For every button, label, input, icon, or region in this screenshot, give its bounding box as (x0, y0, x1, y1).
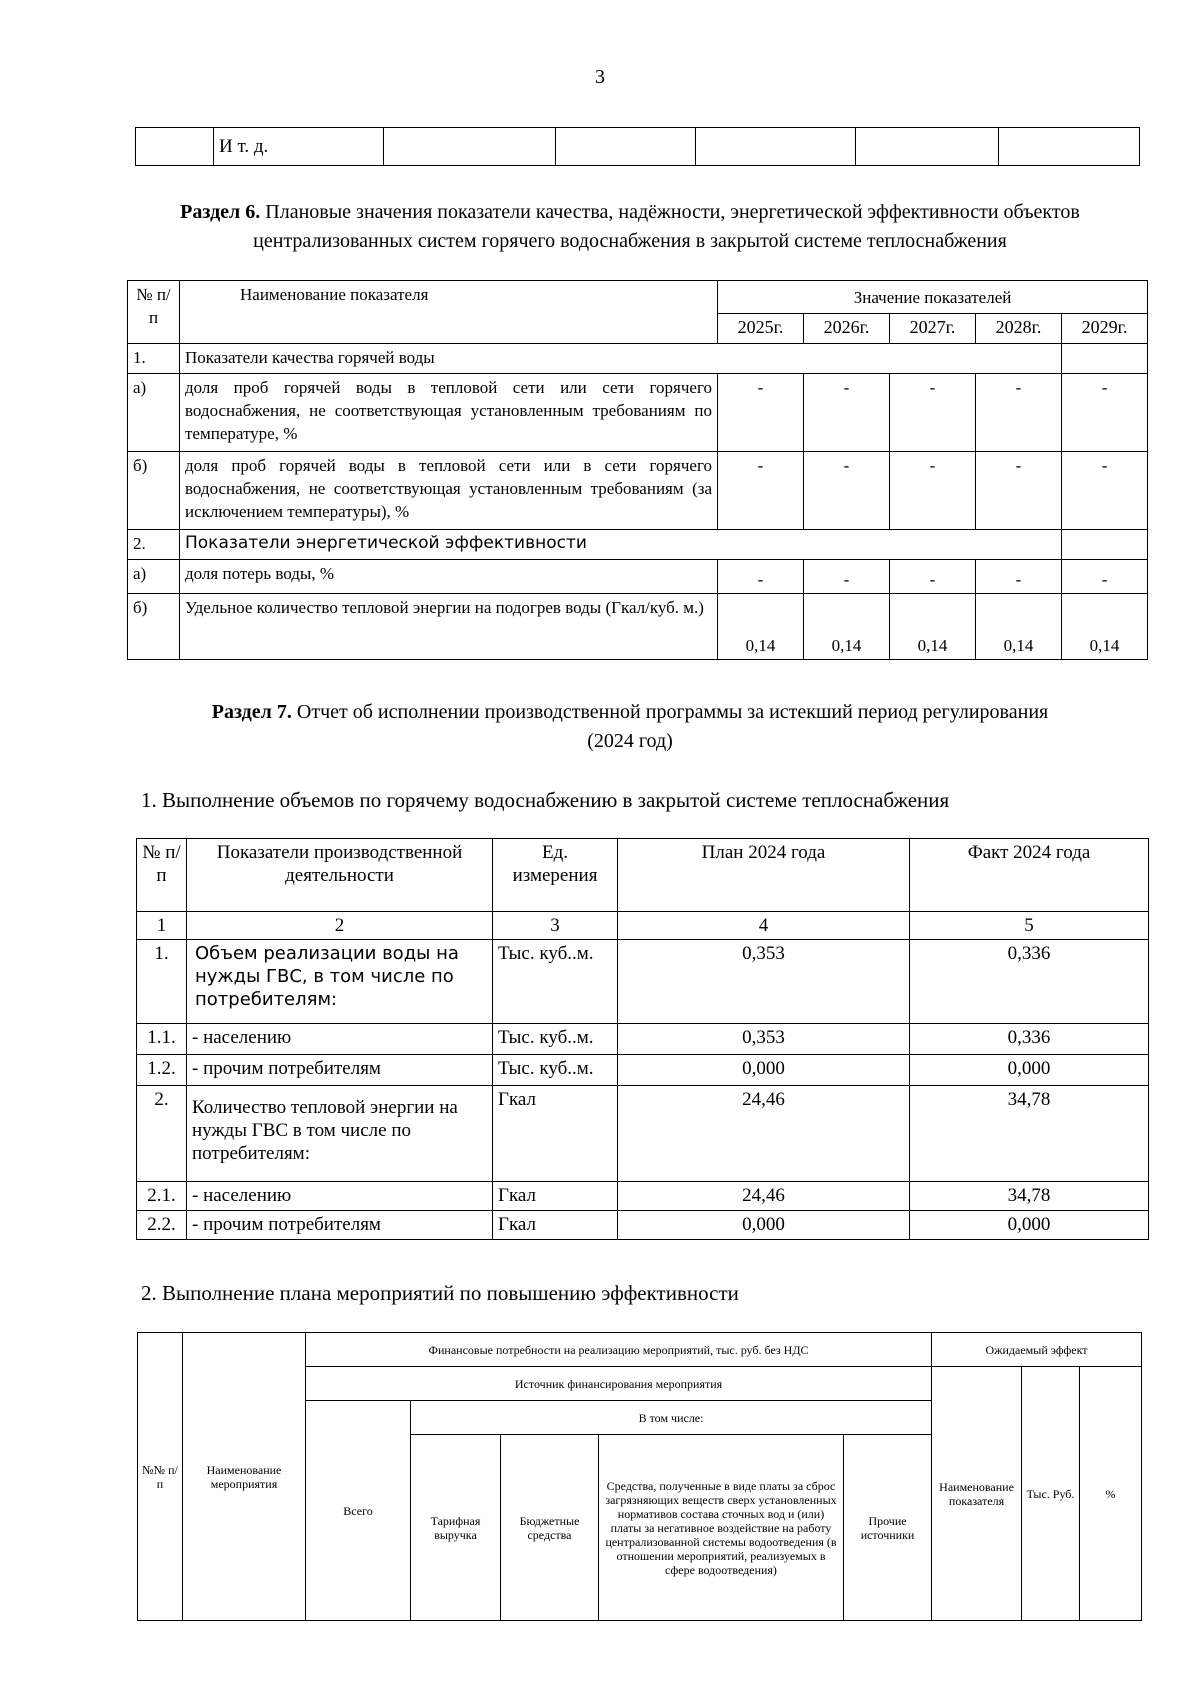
header-budget: Бюджетные средства (501, 1435, 599, 1621)
header-other: Прочие источники (844, 1435, 932, 1621)
row-fact: 34,78 (910, 1182, 1149, 1211)
row-plan: 24,46 (618, 1086, 910, 1182)
row-name: - прочим потребителям (187, 1055, 493, 1086)
value-cell: - (890, 374, 976, 452)
row-fact: 0,336 (910, 940, 1149, 1024)
row-fact: 0,000 (910, 1055, 1149, 1086)
column-number: 1 (137, 912, 187, 940)
value-cell: - (718, 452, 804, 530)
table-row (128, 560, 1148, 594)
value-cell: 0,14 (718, 594, 804, 660)
column-number: 4 (618, 912, 910, 940)
header-financial: Финансовые потребности на реализацию мероприятий, тыс. руб. без НДС (306, 1333, 932, 1367)
row-num: 1.1. (137, 1024, 187, 1055)
value-cell: 0,14 (804, 594, 890, 660)
row-num: 2.2. (137, 1211, 187, 1240)
row-num: а) (128, 374, 180, 452)
value-cell: - (718, 560, 804, 594)
value-cell: - (804, 374, 890, 452)
row-name: доля потерь воды, % (180, 560, 718, 594)
table-cell (999, 128, 1140, 166)
year-header: 2026г. (804, 314, 890, 344)
year-header: 2028г. (976, 314, 1062, 344)
table-row (137, 1086, 1149, 1182)
section7-title-text: Отчет об исполнении производственной программы за истекший период регулирования (296, 701, 1049, 723)
row-num: 1.2. (137, 1055, 187, 1086)
value-cell: - (1062, 560, 1148, 594)
year-header: 2025г. (718, 314, 804, 344)
table-row (137, 1211, 1149, 1240)
row-plan: 0,353 (618, 1024, 910, 1055)
row-unit: Тыс. куб..м. (493, 940, 618, 1024)
table-row (137, 1055, 1149, 1086)
row-name: - прочим потребителям (187, 1211, 493, 1240)
row-num: а) (128, 560, 180, 594)
header-num: №№ п/п (138, 1333, 183, 1621)
header-total: Всего (306, 1401, 411, 1621)
header-values: Значение показателей (718, 281, 1148, 314)
header-num: № п/п (128, 281, 180, 344)
row-num: б) (128, 452, 180, 530)
section7-title-year: (2024 год) (587, 730, 673, 752)
value-cell: - (804, 560, 890, 594)
row-name: доля проб горячей воды в тепловой сети или сети горячего водоснабжения, не соответствующая установленным требованиям по температуре, % (180, 374, 718, 452)
section7-heading (110, 698, 1150, 756)
row-unit: Гкал (493, 1182, 618, 1211)
header-fees: Средства, полученные в виде платы за сброс загрязняющих веществ сверх установленных нормативов состава сточных вод и (или) платы за негативное воздействие на работу централизованной системы водоотведения (в отношении мероприятий, реализуемых в сфере водоотведения) (599, 1435, 844, 1621)
header-name: Показатели производственной деятельности (187, 839, 493, 912)
value-cell: - (1062, 452, 1148, 530)
section6-title-bold: Раздел 6. (180, 201, 261, 223)
value-cell: - (1062, 374, 1148, 452)
table-cell (1062, 530, 1148, 560)
row-unit: Тыс. куб..м. (493, 1055, 618, 1086)
table-cell: И т. д. (214, 128, 384, 166)
table-row (128, 530, 1148, 560)
row-name: - населению (187, 1182, 493, 1211)
row-unit: Гкал (493, 1086, 618, 1182)
row-name: доля проб горячей воды в тепловой сети или в сети горячего водоснабжения, не соответствующая установленным требованиям (за исключением температуры), % (180, 452, 718, 530)
row-group-title: Показатели энергетической эффективности (180, 530, 1062, 560)
header-unit: Ед. измерения (493, 839, 618, 912)
row-unit: Тыс. куб..м. (493, 1024, 618, 1055)
header-percent: % (1080, 1367, 1142, 1621)
table-cell (1062, 344, 1148, 374)
value-cell: - (890, 560, 976, 594)
measures-plan-table (137, 1332, 1142, 1621)
header-name: Наименование мероприятия (183, 1333, 306, 1621)
section7-volumes-table (136, 838, 1149, 1240)
value-cell: - (976, 374, 1062, 452)
column-number: 2 (187, 912, 493, 940)
row-unit: Гкал (493, 1211, 618, 1240)
row-num: 2. (128, 530, 180, 560)
row-num: 1. (137, 940, 187, 1024)
header-fact: Факт 2024 года (910, 839, 1149, 912)
header-plan: План 2024 года (618, 839, 910, 912)
page-number: 3 (595, 66, 605, 88)
section6-table (127, 280, 1148, 660)
header-including: В том числе: (411, 1401, 932, 1435)
header-rub: Тыс. Руб. (1022, 1367, 1080, 1621)
section7-title-bold: Раздел 7. (211, 701, 292, 723)
value-cell: - (718, 374, 804, 452)
table-row (128, 594, 1148, 660)
row-plan: 0,000 (618, 1055, 910, 1086)
table-row (137, 940, 1149, 1024)
section7-subheading-1: 1. Выполнение объемов по горячему водоснабжению в закрытой системе теплоснабжения (141, 788, 950, 812)
header-num: № п/п (137, 839, 187, 912)
value-cell: - (804, 452, 890, 530)
row-fact: 0,000 (910, 1211, 1149, 1240)
table-row (137, 1182, 1149, 1211)
value-cell: 0,14 (890, 594, 976, 660)
value-cell: 0,14 (1062, 594, 1148, 660)
row-num: 2. (137, 1086, 187, 1182)
section7-subheading-2: 2. Выполнение плана мероприятий по повышению эффективности (141, 1281, 739, 1305)
row-name: Количество тепловой энергии на нужды ГВС в том числе по потребителям: (187, 1086, 493, 1182)
row-plan: 0,000 (618, 1211, 910, 1240)
table-cell (856, 128, 999, 166)
header-indicator: Наименование показателя (932, 1367, 1022, 1621)
column-number: 5 (910, 912, 1149, 940)
value-cell: - (890, 452, 976, 530)
row-num: б) (128, 594, 180, 660)
table-row (128, 374, 1148, 452)
column-number: 3 (493, 912, 618, 940)
table-row (137, 1024, 1149, 1055)
continuation-table (135, 127, 1140, 166)
row-group-title: Показатели качества горячей воды (180, 344, 1062, 374)
row-name: Удельное количество тепловой энергии на подогрев воды (Гкал/куб. м.) (180, 594, 718, 660)
row-plan: 0,353 (618, 940, 910, 1024)
value-cell: 0,14 (976, 594, 1062, 660)
table-row (128, 452, 1148, 530)
value-cell: - (976, 452, 1062, 530)
header-tariff: Тарифная выручка (411, 1435, 501, 1621)
header-effect: Ожидаемый эффект (932, 1333, 1142, 1367)
table-row (128, 344, 1148, 374)
row-fact: 0,336 (910, 1024, 1149, 1055)
row-num: 2.1. (137, 1182, 187, 1211)
row-fact: 34,78 (910, 1086, 1149, 1182)
year-header: 2029г. (1062, 314, 1148, 344)
section6-heading (110, 198, 1150, 256)
value-cell: - (976, 560, 1062, 594)
row-plan: 24,46 (618, 1182, 910, 1211)
table-cell (384, 128, 556, 166)
section6-title-text: Плановые значения показатели качества, надёжности, энергетической эффективности объектов централизованных систем горячего водоснабжения в закрытой системе теплоснабжения (253, 201, 1080, 252)
row-num: 1. (128, 344, 180, 374)
header-name: Наименование показателя (180, 281, 718, 344)
table-cell (556, 128, 696, 166)
row-name: Объем реализации воды на нужды ГВС, в том числе по потребителям: (187, 940, 493, 1024)
table-cell (136, 128, 214, 166)
year-header: 2027г. (890, 314, 976, 344)
table-cell (696, 128, 856, 166)
row-name: - населению (187, 1024, 493, 1055)
header-source: Источник финансирования мероприятия (306, 1367, 932, 1401)
